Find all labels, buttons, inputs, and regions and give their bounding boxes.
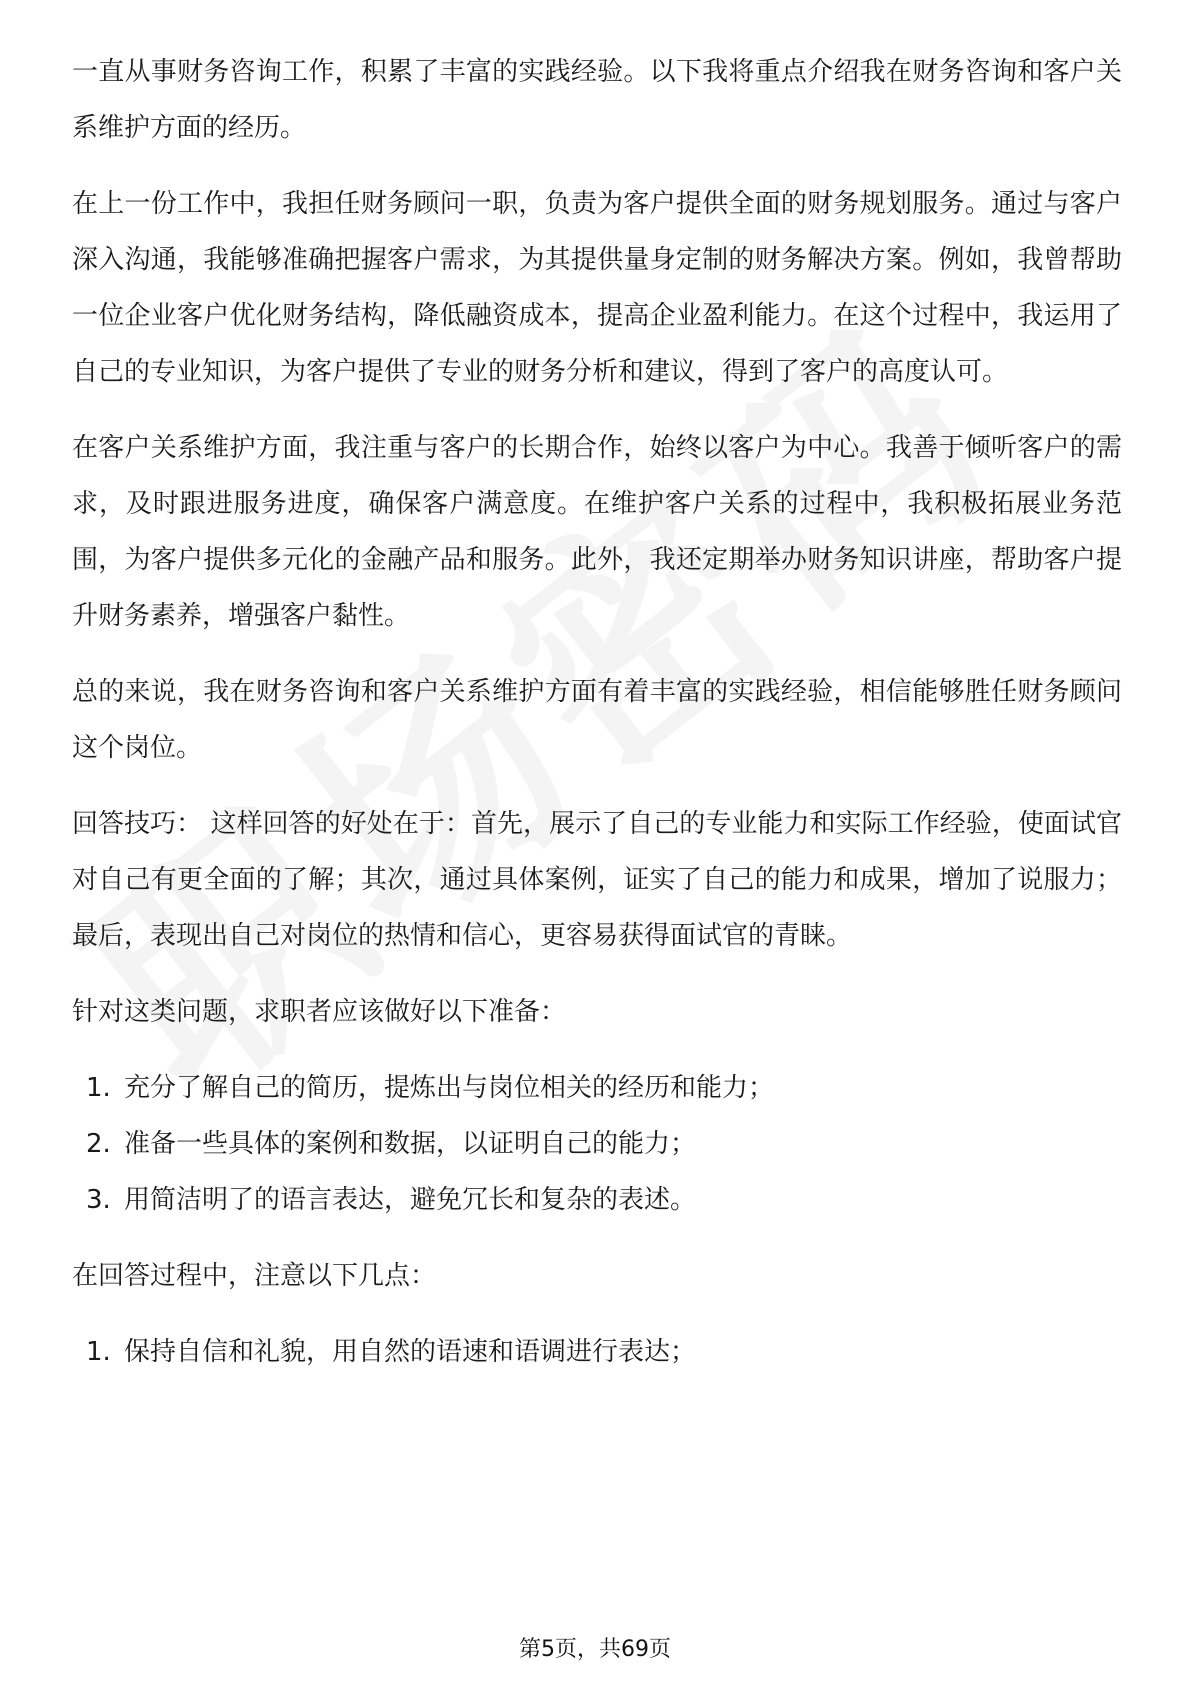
list-item: [72, 1116, 1122, 1172]
list-item-text: 用简洁明了的语言表达，避免冗长和复杂的表述。: [124, 1185, 697, 1215]
list-item-text: 充分了解自己的简历，提炼出与岗位相关的经历和能力；: [124, 1073, 775, 1103]
list-number: 1.: [86, 1073, 111, 1103]
paragraph-preparation-heading: 针对这类问题，求职者应该做好以下准备：: [72, 997, 567, 1027]
paragraph-answer-tips: 回答技巧： 这样回答的好处在于：首先，展示了自己的专业能力和实际工作经验，使面试官对自己有更全面的了解；其次，通过具体案例，证实了自己的能力和成果，增加了说服力；最后，表现出自己对岗位的热情和信心，更容易获得面试官的青睐。: [72, 809, 1122, 951]
paragraph-tips-heading: 在回答过程中，注意以下几点：: [72, 1261, 437, 1291]
list-number: 1.: [86, 1337, 111, 1367]
list-item: [72, 1172, 1122, 1228]
list-number: 2.: [86, 1129, 111, 1159]
paragraph-summary: 总的来说，我在财务咨询和客户关系维护方面有着丰富的实践经验，相信能够胜任财务顾问这个岗位。: [72, 677, 1122, 763]
paragraph-client-relations: 在客户关系维护方面，我注重与客户的长期合作，始终以客户为中心。我善于倾听客户的需求，及时跟进服务进度，确保客户满意度。在维护客户关系的过程中，我积极拓展业务范围，为客户提供多元化的金融产品和服务。此外，我还定期举办财务知识讲座，帮助客户提升财务素养，增强客户黏性。: [72, 433, 1122, 631]
page-footer: 第5页，共69页: [519, 1637, 671, 1662]
document-content: [72, 44, 1122, 1400]
list-item-text: 保持自信和礼貌，用自然的语速和语调进行表达；: [124, 1337, 697, 1367]
list-number: 3.: [86, 1185, 111, 1215]
list-item: [72, 1324, 1122, 1380]
tips-list: [72, 1324, 1122, 1380]
paragraph-previous-job: 在上一份工作中，我担任财务顾问一职，负责为客户提供全面的财务规划服务。通过与客户深入沟通，我能够准确把握客户需求，为其提供量身定制的财务解决方案。例如，我曾帮助一位企业客户优化财务结构，降低融资成本，提高企业盈利能力。在这个过程中，我运用了自己的专业知识，为客户提供了专业的财务分析和建议，得到了客户的高度认可。: [72, 189, 1122, 387]
paragraph-intro: 一直从事财务咨询工作，积累了丰富的实践经验。以下我将重点介绍我在财务咨询和客户关系维护方面的经历。: [72, 57, 1122, 143]
list-item-text: 准备一些具体的案例和数据，以证明自己的能力；: [124, 1129, 697, 1159]
list-item: [72, 1060, 1122, 1116]
preparation-list: [72, 1060, 1122, 1228]
